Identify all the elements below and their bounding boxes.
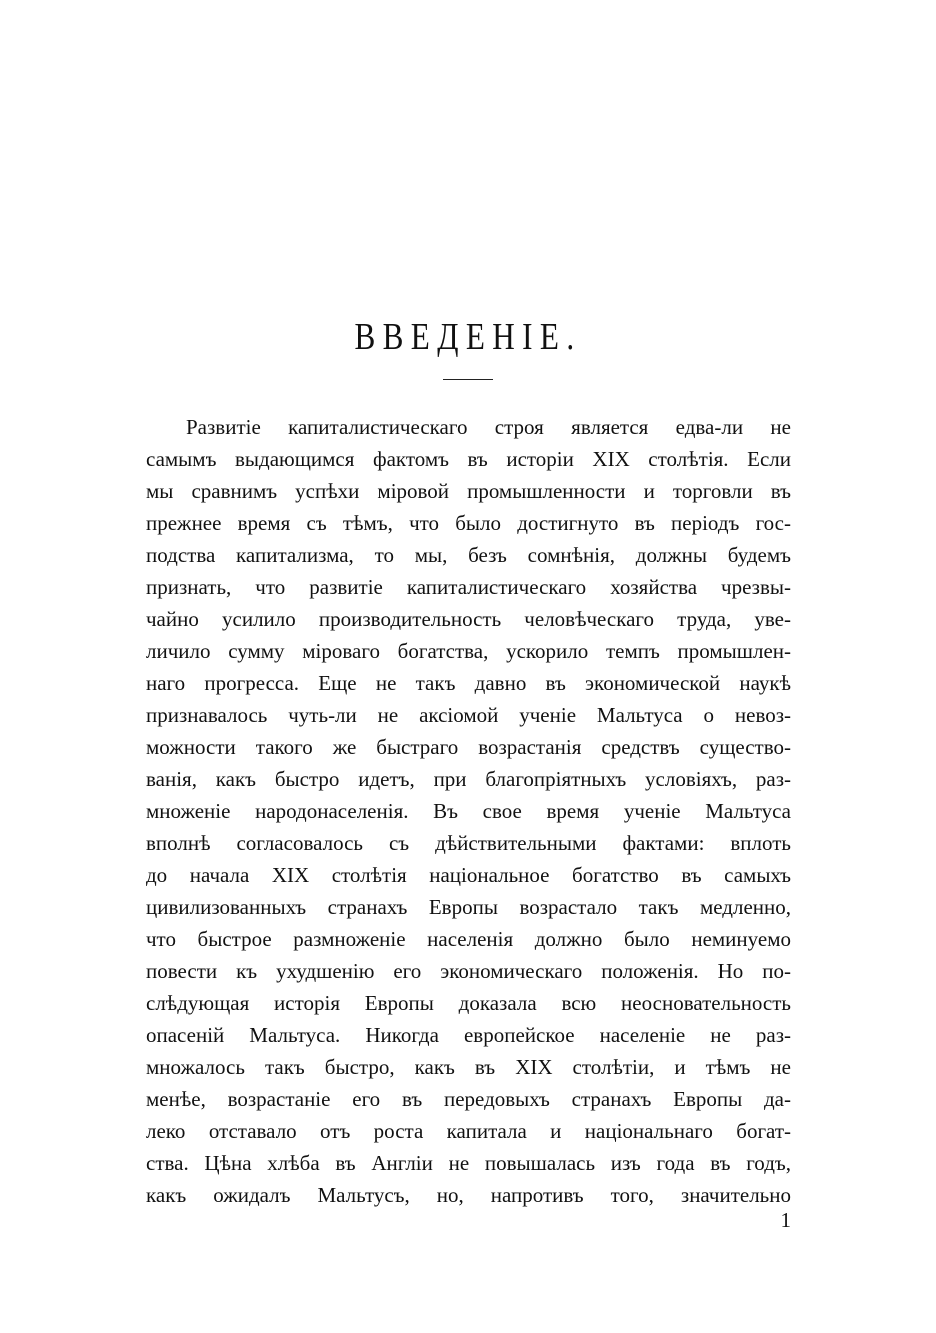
- title-divider: [443, 379, 493, 380]
- text-line: признать, что развитіе капиталистическаго хозяйства чрезвы-: [146, 575, 791, 599]
- text-line: множеніе народонаселенія. Въ свое время ученіе Мальтуса: [146, 799, 791, 823]
- text-line: цивилизованныхъ странахъ Европы возрастало такъ медленно,: [146, 895, 791, 919]
- text-line: леко отставало отъ роста капитала и національнаго богат-: [146, 1119, 791, 1143]
- text-line: вполнѣ согласовалось съ дѣйствительными фактами: вплоть: [146, 831, 791, 855]
- text-line: опасеній Мальтуса. Никогда европейское населеніе не раз-: [146, 1023, 791, 1047]
- text-line: ства. Цѣна хлѣба въ Англіи не повышалась изъ года въ годъ,: [146, 1151, 791, 1175]
- text-line: что быстрое размноженіе населенія должно было неминуемо: [146, 927, 791, 951]
- text-line: до начала XIX столѣтія національное богатство въ самыхъ: [146, 863, 791, 887]
- text-line: чайно усилило производительность человѣческаго труда, уве-: [146, 607, 791, 631]
- body-paragraph: [146, 411, 791, 1211]
- text-line: слѣдующая исторія Европы доказала всю неосновательность: [146, 991, 791, 1015]
- text-line: личило сумму міроваго богатства, ускорило темпъ промышлен-: [146, 639, 791, 663]
- text-line: наго прогресса. Еще не такъ давно въ экономической наукѣ: [146, 671, 791, 695]
- text-line: повести къ ухудшенію его экономическаго положенія. Но по-: [146, 959, 791, 983]
- text-line: менѣе, возрастаніе его въ передовыхъ странахъ Европы да-: [146, 1087, 791, 1111]
- text-line: подства капитализма, то мы, безъ сомнѣнія, должны будемъ: [146, 543, 791, 567]
- page-number: 1: [780, 1208, 791, 1232]
- text-line: можности такого же быстраго возрастанія средствъ существо-: [146, 735, 791, 759]
- text-line: множалось такъ быстро, какъ въ XIX столѣтіи, и тѣмъ не: [146, 1055, 791, 1079]
- text-line: какъ ожидалъ Мальтусъ, но, напротивъ того, значительно: [146, 1183, 791, 1207]
- chapter-title: ВВЕДЕНІЕ.: [354, 316, 582, 358]
- text-line: прежнее время съ тѣмъ, что было достигнуто въ періодъ гос-: [146, 511, 791, 535]
- text-line: мы сравнимъ успѣхи міровой промышленности и торговли въ: [146, 479, 791, 503]
- text-line: ванія, какъ быстро идетъ, при благопріятныхъ условіяхъ, раз-: [146, 767, 791, 791]
- text-line: Развитіе капиталистическаго строя является едва-ли не: [186, 415, 791, 439]
- text-line: признавалось чуть-ли не аксіомой ученіе Мальтуса о невоз-: [146, 703, 791, 727]
- text-line: самымъ выдающимся фактомъ въ исторіи XIX столѣтія. Если: [146, 447, 791, 471]
